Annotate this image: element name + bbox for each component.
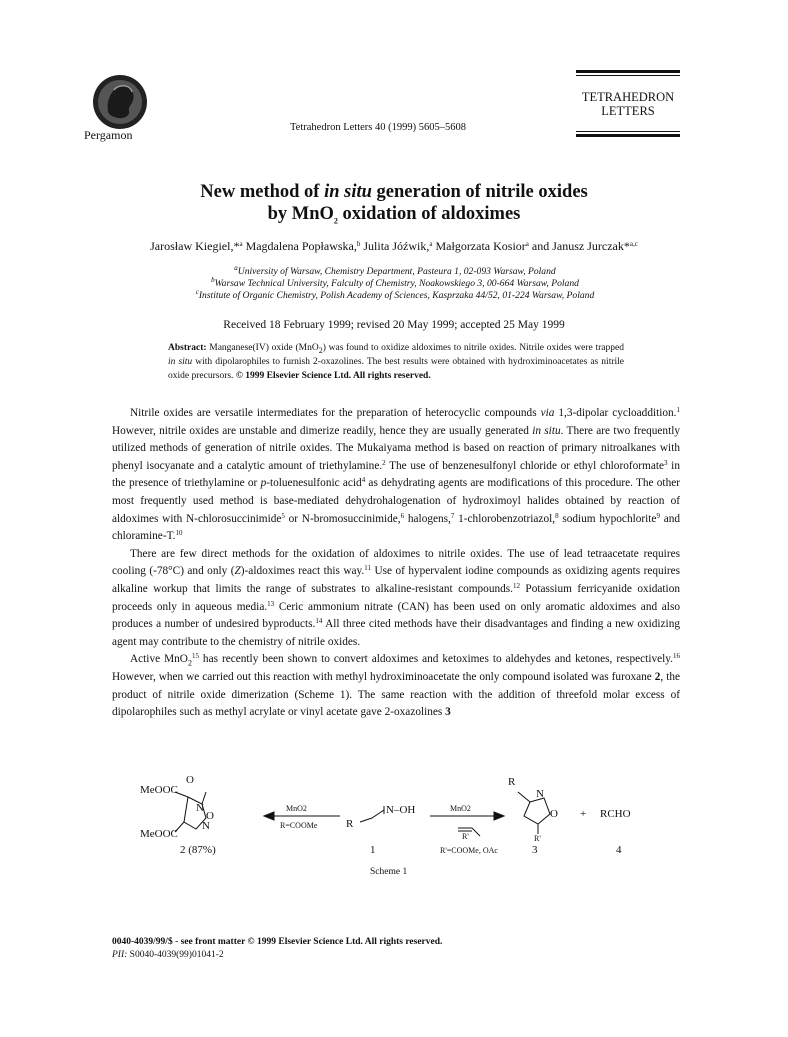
paragraph: There are few direct methods for the oxidation of aldoximes to nitrile oxides. The use of lead tetraacetate requires cooling (-78°C) and only (Z)-aldoximes react this way.$^{11}$ Use of hypervalent iodine compounds as oxidizing agents requires alkaline workup that limits the range of substrates to alkaline-resistant compounds.$^{12}$ Potassium ferricyanide oxidation proceeds only in aqueous media.$^{13}$ Ceric ammonium nitrate (CAN) has been used on only aromatic aldoximes and also produces a number of undesired byproducts.$^{14}$ All three cited methods have their disadvantages and finding a new oxidizing agent may contribute to the chemistry of nitrile oxides. — [112, 547, 681, 648]
header-rule — [576, 134, 680, 137]
footer — [112, 936, 442, 961]
header-rule — [576, 131, 680, 132]
product-r-group: R — [508, 776, 516, 788]
compound-label-4: 4 — [616, 844, 622, 856]
author-list: Jarosław Kiegiel,*$^a$ Magdalena Popławska,$^b$ Julita Jóźwik,$^a$ Małgorzata Kosior$^a$ and Janusz Jurczak*$^{a,c}$ — [150, 239, 638, 253]
publisher-name: Pergamon — [84, 128, 133, 142]
scheme-atom-o: O — [550, 808, 558, 820]
abstract-label: Abstract: — [168, 343, 207, 353]
scheme-atom-n: N — [202, 820, 210, 832]
compound-label-1: 1 — [370, 844, 376, 856]
scheme-graphics — [140, 782, 660, 862]
affiliation-a: $^a$University of Warsaw, Chemistry Department, Pasteura 1, 02-093 Warsaw, Poland — [234, 264, 556, 277]
abstract: Abstract: Manganese(IV) oxide (MnO$_2$) was found to oxidize aldoximes to nitrile oxides. Nitrile oxides were trapped in situ with dipolarophiles to furnish 2-oxazolines. The best results were obtained with hydroximinoacetates as nitrile oxide precursors. © 1999 Elsevier Science Ltd. All rights reserved. — [168, 343, 624, 382]
journal-name — [576, 90, 680, 118]
paper-title — [100, 181, 688, 225]
publisher-logo — [88, 72, 152, 132]
oxime-r-group: R — [346, 818, 354, 830]
paragraph: Active MnO$_2^{15}$ has recently been shown to convert aldoximes and ketoximes to aldehydes and ketones, respectively.$^{16}$ However, when we carried out this reaction with methyl hydroximinoacetate the only compound isolated was furoxane 2, the product of nitrile oxide dimerization (Scheme 1). The same reaction with the addition of threefold molar excess of dipolarophiles such as methyl acrylate or vinyl acetate gave 2-oxazolines 3 — [112, 652, 681, 719]
journal-citation: Tetrahedron Letters 40 (1999) 5605–5608 — [290, 122, 466, 133]
oxime-group: N–OH — [386, 804, 416, 816]
scheme-atom-n: N — [196, 802, 204, 814]
title-line-1: New method of in situ generation of nitrile oxides — [200, 182, 588, 202]
scheme-atom-o: O — [186, 774, 194, 786]
reagent-condition: R'=COOMe, OAc — [440, 846, 498, 855]
journal-name-line: TETRAHEDRON — [581, 90, 675, 104]
scheme-atom-n: N — [536, 788, 544, 800]
reagent-label: MnO2 — [286, 804, 307, 813]
pii-value: S0040-4039(99)01041-2 — [129, 949, 224, 960]
title-line-2: by MnO$_2$ oxidation of aldoximes — [267, 204, 521, 226]
plus-sign: + — [580, 808, 587, 820]
affiliation-c: $^c$Institute of Organic Chemistry, Polish Academy of Sciences, Kasprzaka 44/52, 01-224 Warsaw, Poland — [195, 287, 595, 301]
received-dates: Received 18 February 1999; revised 20 May 1999; accepted 25 May 1999 — [223, 319, 565, 331]
scheme-ester-top: MeOOC — [140, 784, 178, 796]
reagent-condition: R=COOMe — [280, 821, 318, 830]
footer-copyright: 0040-4039/99/$ - see front matter © 1999 Elsevier Science Ltd. All rights reserved. — [112, 937, 443, 947]
reaction-scheme — [140, 774, 660, 862]
scheme-caption: Scheme 1 — [370, 867, 408, 877]
footer-pii — [112, 949, 442, 962]
aldehyde-product: RCHO — [600, 808, 631, 820]
header-rule — [576, 70, 680, 73]
affiliations — [130, 266, 660, 301]
scheme-ester-bottom: MeOOC — [140, 828, 178, 840]
compound-label-2: 2 (87%) — [180, 844, 216, 856]
header-rule — [576, 75, 680, 76]
abstract-copyright: © 1999 Elsevier Science Ltd. All rights reserved. — [235, 371, 431, 382]
compound-label-3: 3 — [532, 844, 538, 856]
alkene-r-group: R' — [462, 832, 469, 841]
pii-label: PII: — [112, 949, 128, 960]
product-rprime-group: R' — [534, 834, 541, 843]
body-text — [112, 405, 680, 722]
journal-name-line: LETTERS — [601, 104, 655, 118]
paragraph: Nitrile oxides are versatile intermediates for the preparation of heterocyclic compounds via 1,3-dipolar cycloaddition.$^1$ However, nitrile oxides are unstable and dimerize readily, hence they are usually generated in situ. There are two frequently utilized methods of generation of nitrile oxides. The Mukaiyama method is based on reaction of primary nitroalkanes with phenyl isocyanate and a catalytic amount of triethylamine.$^2$ The use of benzenesulfonyl chloride or ethyl chloroformate$^3$ in the presence of triethylamine or p-toluenesulfonic acid$^4$ as dehydrating agents are modifications of this procedure. The other most frequently used method is base-mediated dehydrohalogenation of hydroximoyl halides obtained by reaction of aldoximes with N-chlorosuccinimide$^5$ or N-bromosuccinimide,$^6$ halogens,$^7$ 1-chlorobenzotriazol,$^8$ sodium hypochlorite$^9$ and chloramine-T.$^{10}$ — [112, 406, 681, 543]
affiliation-b: $^b$Warsaw Technical University, Falculty of Chemistry, Noakowskiego 3, 00-664 Warsaw, Poland — [211, 275, 579, 289]
scheme-atom-o: O — [206, 810, 214, 822]
reagent-label: MnO2 — [450, 804, 471, 813]
